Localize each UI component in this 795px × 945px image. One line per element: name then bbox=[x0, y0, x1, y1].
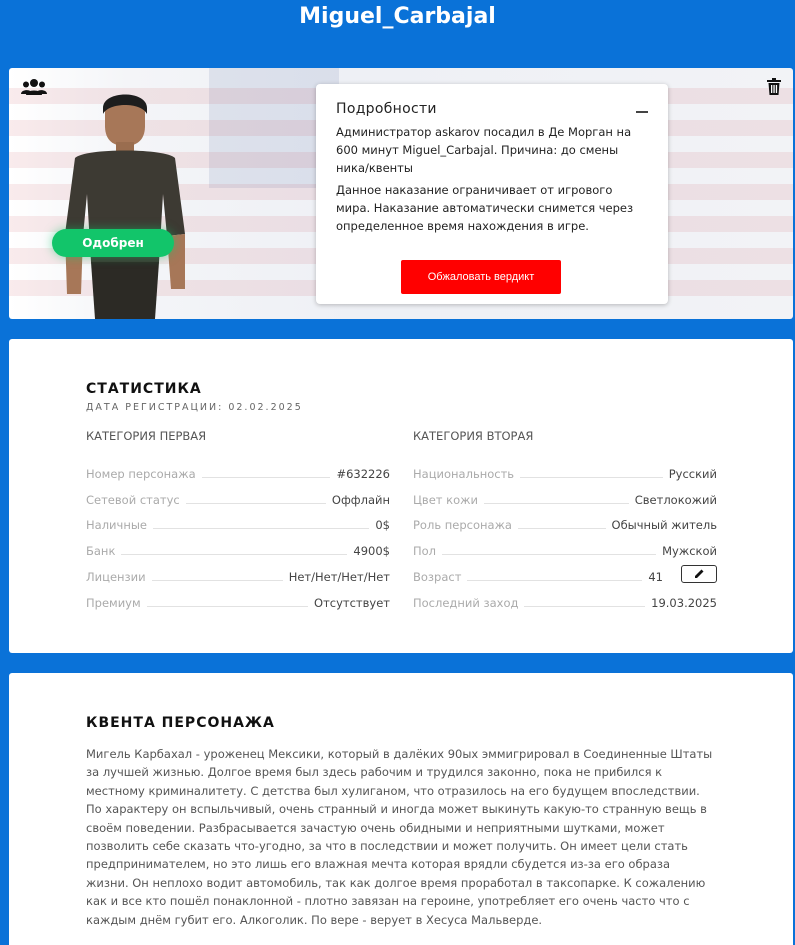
punishment-note: Данное наказание ограничивает от игрового мира. Наказание автоматически снимется через определенное время нахождения в игре. bbox=[336, 183, 634, 233]
category-second bbox=[413, 429, 717, 610]
character-hero-card bbox=[9, 68, 793, 319]
status-badge[interactable]: Одобрен bbox=[52, 229, 174, 257]
backstory-text: Мигель Карбахал - уроженец Мексики, который в далёких 90ых эммигрировал в Соединенные Штаты за лучшей жизнью. Долгое время был здесь рабочим и трудился законно, пока не прибился к местному криминалитету. С детства был хулиганом, что отразилось на его будущем впоследствии. По характеру он вспыльчивый, очень странный и иногда может выкинуть какую-то странную вещь в своём поведении. Разбрасывается зачастую очень обидными и неприятными шутками, может позволить себе сказать что-угодно, за что в последствии и может получить. Он имеет цели стать предпринимателем, но это лишь его влажная мечта которая врядли сбудется из-за его образа жизни. Он неплохо водит автомобиль, так как долгое время проработал в таксопарке. К сожалению как и все кто пошёл понаклонной - плотно завязан на героине, употребляет его очень часто что с каждым днём губит его. Алкоголик. По вере - верует в Хесуса Мальверде. bbox=[86, 747, 713, 927]
punishment-description: Администратор askarov посадил в Де Морган на 600 минут Miguel_Carbajal. Причина: до смены ника/квенты bbox=[336, 125, 632, 175]
category-first bbox=[86, 429, 390, 610]
statistics-card bbox=[9, 339, 793, 653]
stat-row-bank: Банк 4900$ bbox=[86, 544, 390, 559]
stat-row-network-status: Сетевой статус Оффлайн bbox=[86, 492, 390, 507]
registration-date: ДАТА РЕГИСТРАЦИИ: 02.02.2025 bbox=[86, 402, 303, 413]
stat-row-cash: Наличные 0$ bbox=[86, 518, 390, 533]
page-title: Miguel_Carbajal bbox=[299, 4, 496, 29]
character-avatar bbox=[45, 84, 205, 319]
group-icon[interactable] bbox=[21, 78, 47, 100]
stat-row-skin-color: Цвет кожи Светлокожий bbox=[413, 492, 717, 507]
statistics-title: СТАТИСТИКА bbox=[86, 381, 202, 397]
stat-row-character-role: Роль персонажа Обычный житель bbox=[413, 518, 717, 533]
backstory-card bbox=[9, 673, 793, 945]
stat-row-gender: Пол Мужской bbox=[413, 544, 717, 559]
stat-row-premium: Премиум Отсутствует bbox=[86, 595, 390, 610]
trash-icon[interactable] bbox=[767, 78, 781, 99]
stat-row-nationality: Национальность Русский bbox=[413, 466, 717, 481]
details-title: Подробности bbox=[336, 101, 437, 117]
stat-row-last-login: Последний заход 19.03.2025 bbox=[413, 595, 717, 610]
category-second-heading: КАТЕГОРИЯ ВТОРАЯ bbox=[413, 429, 534, 443]
stat-row-age: Возраст 41 bbox=[413, 558, 717, 584]
edit-age-button[interactable] bbox=[681, 565, 717, 583]
backstory-title: КВЕНТА ПЕРСОНАЖА bbox=[86, 715, 275, 731]
stat-row-character-number: Номер персонажа #632226 bbox=[86, 466, 390, 481]
details-panel bbox=[316, 84, 668, 304]
collapse-button[interactable] bbox=[636, 111, 648, 113]
pencil-icon bbox=[694, 568, 705, 579]
appeal-button[interactable]: Обжаловать вердикт bbox=[401, 260, 561, 294]
stat-row-licenses: Лицензии Нет/Нет/Нет/Нет bbox=[86, 569, 390, 584]
category-first-heading: КАТЕГОРИЯ ПЕРВАЯ bbox=[86, 429, 207, 443]
